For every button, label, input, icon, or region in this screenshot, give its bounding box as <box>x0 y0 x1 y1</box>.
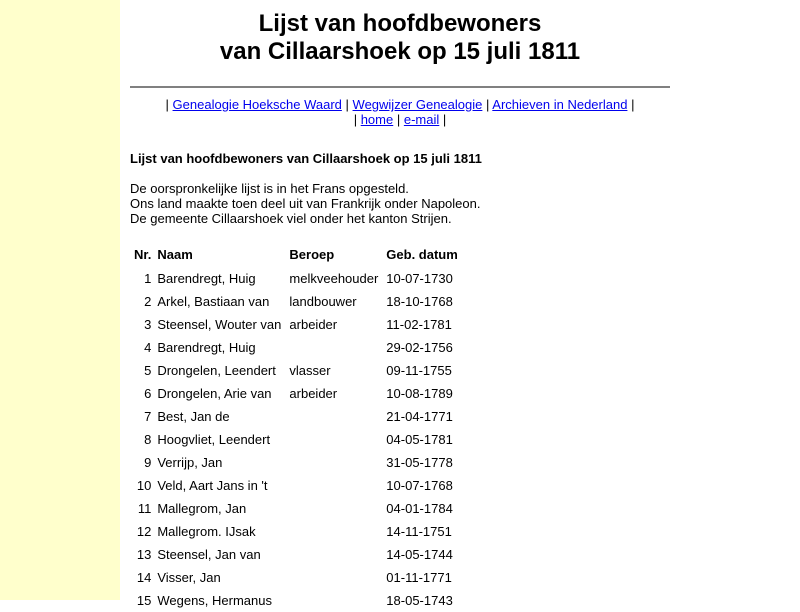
cell-beroep <box>285 428 382 451</box>
separator: | <box>353 112 358 127</box>
cell-naam: Hoogvliet, Leendert <box>157 432 271 447</box>
cell-nr: 1 <box>144 271 152 286</box>
cell-beroep <box>285 589 382 612</box>
separator: | <box>442 112 447 127</box>
cell-nr: 6 <box>144 386 152 401</box>
cell-datum: 04-01-1784 <box>386 501 453 516</box>
cell-nr: 12 <box>136 524 152 539</box>
cell-datum: 10-07-1730 <box>386 271 453 286</box>
cell-beroep: melkveehouder <box>289 271 379 286</box>
cell-beroep <box>285 451 382 474</box>
table-body <box>130 267 462 612</box>
cell-datum: 04-05-1781 <box>386 432 453 447</box>
cell-naam: Visser, Jan <box>157 570 221 585</box>
link-wegwijzer-genealogie[interactable]: Wegwijzer Genealogie <box>352 97 483 112</box>
cell-beroep: landbouwer <box>289 294 357 309</box>
cell-naam: Barendregt, Huig <box>157 271 256 286</box>
cell-nr: 8 <box>144 432 152 447</box>
cell-datum: 14-05-1744 <box>386 547 453 562</box>
table-row <box>130 451 462 474</box>
cell-naam: Mallegrom. IJsak <box>157 524 256 539</box>
column-header-datum: Geb. datum <box>386 247 458 262</box>
cell-nr: 15 <box>136 593 152 608</box>
cell-beroep <box>285 520 382 543</box>
left-sidebar <box>0 0 120 600</box>
cell-naam: Mallegrom, Jan <box>157 501 247 516</box>
cell-nr: 3 <box>144 317 152 332</box>
intro-line: Ons land maakte toen deel uit van Frankrijk onder Napoleon. <box>130 196 481 211</box>
separator: | <box>486 97 490 112</box>
table-row <box>130 336 462 359</box>
cell-naam: Wegens, Hermanus <box>157 593 272 608</box>
intro-line: De oorspronkelijke lijst is in het Frans opgesteld. <box>130 181 409 196</box>
cell-beroep: arbeider <box>289 317 338 332</box>
cell-beroep <box>285 497 382 520</box>
cell-naam: Best, Jan de <box>157 409 230 424</box>
cell-datum: 18-05-1743 <box>386 593 453 608</box>
cell-beroep: vlasser <box>289 363 331 378</box>
page-title-line2: van Cillaarshoek op 15 juli 1811 <box>219 38 581 65</box>
table-row <box>130 428 462 451</box>
table-row <box>130 543 462 566</box>
cell-datum: 10-07-1768 <box>386 478 453 493</box>
column-header-beroep: Beroep <box>289 247 335 262</box>
cell-nr: 14 <box>136 570 152 585</box>
main-content <box>130 0 670 612</box>
cell-datum: 21-04-1771 <box>386 409 453 424</box>
table-row <box>130 520 462 543</box>
table-row <box>130 359 462 382</box>
cell-beroep <box>285 566 382 589</box>
nav-row-1 <box>130 97 670 112</box>
section-title: Lijst van hoofdbewoners van Cillaarshoek op 15 juli 1811 <box>130 151 482 166</box>
residents-table <box>130 244 462 612</box>
table-row <box>130 405 462 428</box>
cell-beroep: arbeider <box>289 386 338 401</box>
cell-beroep <box>285 543 382 566</box>
divider <box>130 86 670 88</box>
cell-datum: 18-10-1768 <box>386 294 453 309</box>
cell-nr: 11 <box>137 501 152 516</box>
intro-line: De gemeente Cillaarshoek viel onder het kanton Strijen. <box>130 211 452 226</box>
table-row <box>130 382 462 405</box>
intro-text <box>130 181 670 226</box>
cell-nr: 13 <box>136 547 152 562</box>
cell-datum: 11-02-1781 <box>386 317 452 332</box>
column-header-nr: Nr. <box>134 247 152 262</box>
column-header-naam: Naam <box>157 247 193 262</box>
table-header-row <box>130 244 462 267</box>
separator: | <box>631 97 635 112</box>
cell-naam: Steensel, Jan van <box>157 547 261 562</box>
cell-naam: Drongelen, Leendert <box>157 363 276 378</box>
cell-nr: 5 <box>144 363 152 378</box>
separator: | <box>165 97 169 112</box>
link-home[interactable]: home <box>360 112 394 127</box>
cell-beroep <box>285 474 382 497</box>
cell-datum: 31-05-1778 <box>386 455 453 470</box>
cell-naam: Drongelen, Arie van <box>157 386 272 401</box>
table-row <box>130 566 462 589</box>
cell-naam: Arkel, Bastiaan van <box>157 294 270 309</box>
cell-beroep <box>285 336 382 359</box>
table-row <box>130 313 462 336</box>
nav-row-2 <box>130 112 670 127</box>
separator: | <box>345 97 349 112</box>
table-row <box>130 589 462 612</box>
nav-links <box>130 97 670 127</box>
cell-nr: 10 <box>136 478 152 493</box>
cell-beroep <box>285 405 382 428</box>
cell-nr: 4 <box>144 340 152 355</box>
cell-datum: 14-11-1751 <box>386 524 452 539</box>
cell-naam: Barendregt, Huig <box>157 340 256 355</box>
link-email[interactable]: e-mail <box>403 112 440 127</box>
cell-datum: 29-02-1756 <box>386 340 453 355</box>
cell-datum: 10-08-1789 <box>386 386 453 401</box>
table-row <box>130 267 462 290</box>
cell-naam: Steensel, Wouter van <box>157 317 282 332</box>
cell-datum: 09-11-1755 <box>386 363 452 378</box>
cell-naam: Veld, Aart Jans in 't <box>157 478 268 493</box>
cell-naam: Verrijp, Jan <box>157 455 223 470</box>
table-row <box>130 497 462 520</box>
table-row <box>130 474 462 497</box>
link-archieven-in-nederland[interactable]: Archieven in Nederland <box>492 97 628 112</box>
table-row <box>130 290 462 313</box>
cell-nr: 7 <box>144 409 152 424</box>
page-title-line1: Lijst van hoofdbewoners <box>258 10 542 37</box>
link-genealogie-hoeksche-waard[interactable]: Genealogie Hoeksche Waard <box>172 97 342 112</box>
page-title <box>130 10 670 66</box>
separator: | <box>396 112 401 127</box>
cell-nr: 9 <box>144 455 152 470</box>
cell-nr: 2 <box>144 294 152 309</box>
cell-datum: 01-11-1771 <box>386 570 452 585</box>
